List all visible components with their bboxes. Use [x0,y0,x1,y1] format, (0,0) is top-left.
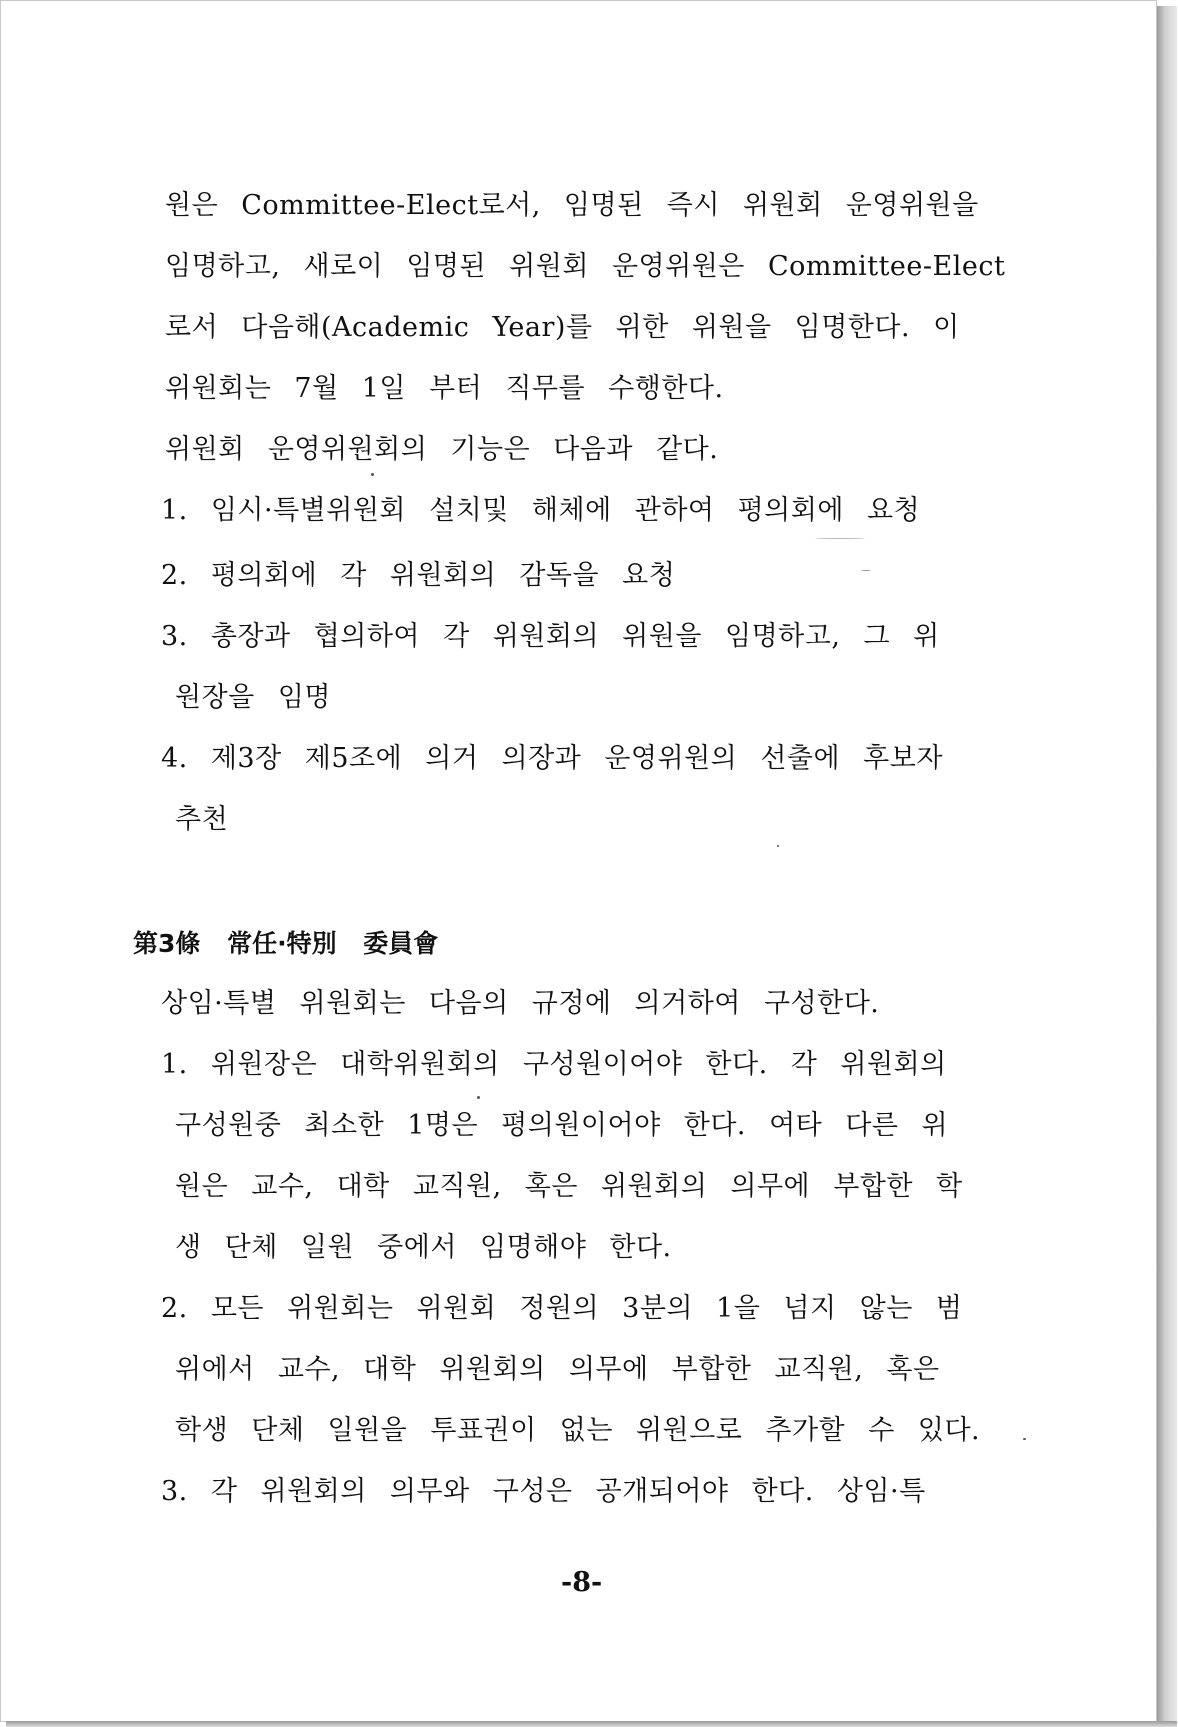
list-item-continuation: 구성원중 최소한 1명은 평의원이어야 한다. 여타 다른 위 [175,1110,949,1141]
list-item: 2. 모든 위원회는 위원회 정원의 3분의 1을 넘지 않는 범 [161,1293,963,1324]
scan-speck [777,845,779,847]
scan-speck [815,538,865,539]
scan-speck [1023,1438,1026,1440]
scan-speck [477,1096,480,1099]
list-item: 1. 위원장은 대학위원회의 구성원이어야 한다. 각 위원회의 [161,1049,947,1080]
page-edge-shadow [1157,6,1177,1726]
article-intro: 상임·특별 위원회는 다음의 규정에 의거하여 구성한다. [161,988,880,1019]
text-line: 임명하고, 새로이 임명된 위원회 운영위원은 Committee-Elect [165,251,1006,282]
scan-speck [371,473,374,476]
list-item-continuation: 원은 교수, 대학 교직원, 혹은 위원회의 의무에 부합한 학 [175,1171,963,1202]
article-heading: 第3條 常任·特別 委員會 [133,929,439,958]
page-edge-shadow [6,1721,1177,1727]
list-item: 2. 평의회에 각 위원회의 감독을 요청 [161,560,676,591]
text-line: 원은 Committee-Elect로서, 임명된 즉시 위원회 운영위원을 [165,190,979,221]
text-line: 로서 다음해(Academic Year)를 위한 위원을 임명한다. 이 [165,312,960,343]
list-item: 1. 임시·특별위원회 설치및 해체에 관하여 평의회에 요청 [161,495,921,526]
list-item-continuation: 생 단체 일원 중에서 임명해야 한다. [175,1232,672,1263]
list-item: 3. 총장과 협의하여 각 위원회의 위원을 임명하고, 그 위 [161,621,940,652]
list-item: 4. 제3장 제5조에 의거 의장과 운영위원의 선출에 후보자 [161,743,943,774]
page-number: -8- [561,1567,603,1598]
scan-speck [861,570,871,571]
list-item: 3. 각 위원회의 의무와 구성은 공개되어야 한다. 상임·특 [161,1476,926,1507]
list-item-continuation: 추천 [175,804,229,835]
functions-intro: 위원회 운영위원회의 기능은 다음과 같다. [165,434,719,465]
list-item-continuation: 학생 단체 일원을 투표권이 없는 위원으로 추가할 수 있다. [175,1415,981,1446]
text-line: 위원회는 7월 1일 부터 직무를 수행한다. [165,373,724,404]
list-item-continuation: 위에서 교수, 대학 위원회의 의무에 부합한 교직원, 혹은 [175,1354,940,1385]
list-item-continuation: 원장을 임명 [175,682,331,713]
